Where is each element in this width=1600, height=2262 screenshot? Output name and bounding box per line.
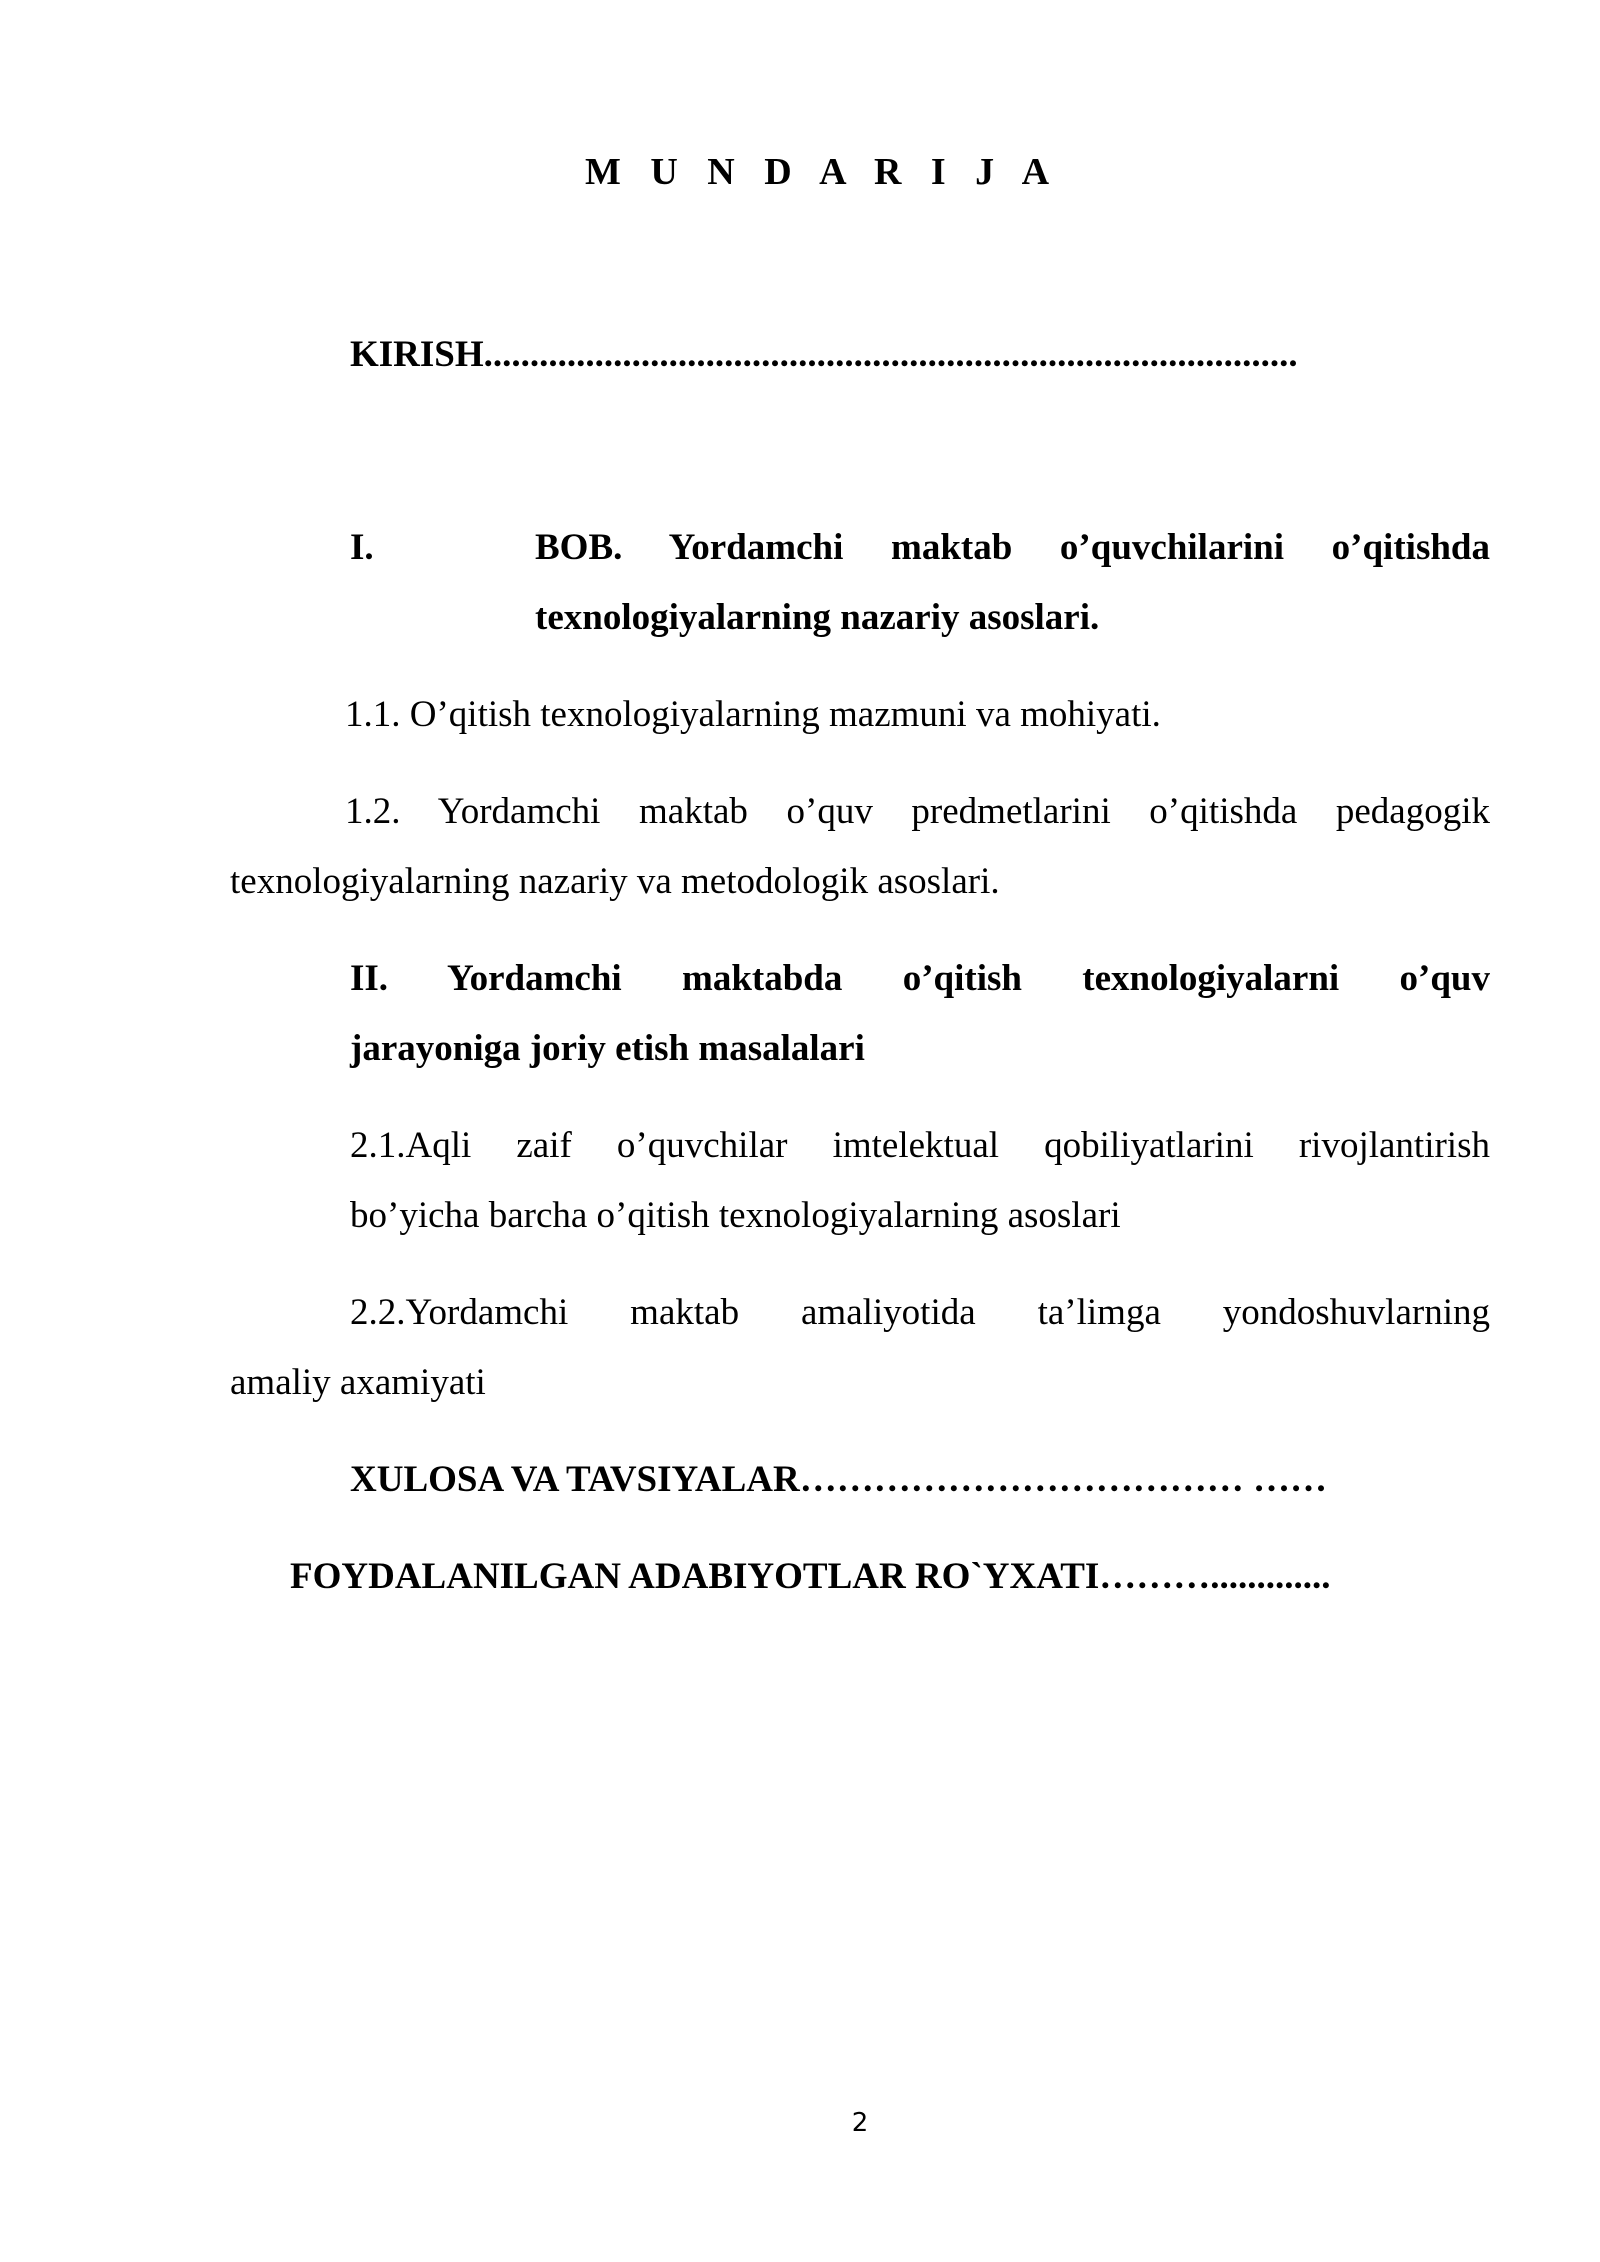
toc-section-2-1-line1: 2.1.Aqli zaif o’quvchilar imtelektual qobiliyatlarini rivojlantirish — [350, 1125, 1490, 1166]
toc-section-2-2-line2: amaliy axamiyati — [230, 1362, 486, 1403]
page-title: M U N D A R I J A — [585, 151, 1060, 193]
toc-chapter-1-number: I. — [350, 527, 374, 568]
toc-entry-kirish: KIRISH........................................................................................ — [350, 334, 1298, 375]
toc-chapter-2-line1: II. Yordamchi maktabda o’qitish texnologiyalarni o’quv — [350, 958, 1490, 999]
toc-entry-conclusion: XULOSA VA TAVSIYALAR……………………………… …… — [350, 1459, 1327, 1500]
page-number: 2 — [851, 2108, 869, 2138]
toc-section-2-2-line1: 2.2.Yordamchi maktab amaliyotida ta’limga yondoshuvlarning — [350, 1292, 1490, 1333]
toc-section-1-1: 1.1. O’qitish texnologiyalarning mazmuni va mohiyati. — [345, 694, 1161, 735]
toc-chapter-2-line2: jarayoniga joriy etish masalalari — [350, 1028, 865, 1069]
toc-section-2-1-line2: bo’yicha barcha o’qitish texnologiyalarning asoslari — [350, 1195, 1121, 1236]
toc-chapter-1-title-line2: texnologiyalarning nazariy asoslari. — [535, 597, 1100, 638]
toc-chapter-1-title-line1: BOB. Yordamchi maktab o’quvchilarini o’qitishda — [535, 527, 1490, 568]
toc-entry-references: FOYDALANILGAN ADABIYOTLAR RO`YXATI………............. — [290, 1556, 1331, 1597]
toc-section-1-2-line1: 1.2. Yordamchi maktab o’quv predmetlarini o’qitishda pedagogik — [345, 791, 1490, 832]
toc-section-1-2-line2: texnologiyalarning nazariy va metodologik asoslari. — [230, 861, 1000, 902]
